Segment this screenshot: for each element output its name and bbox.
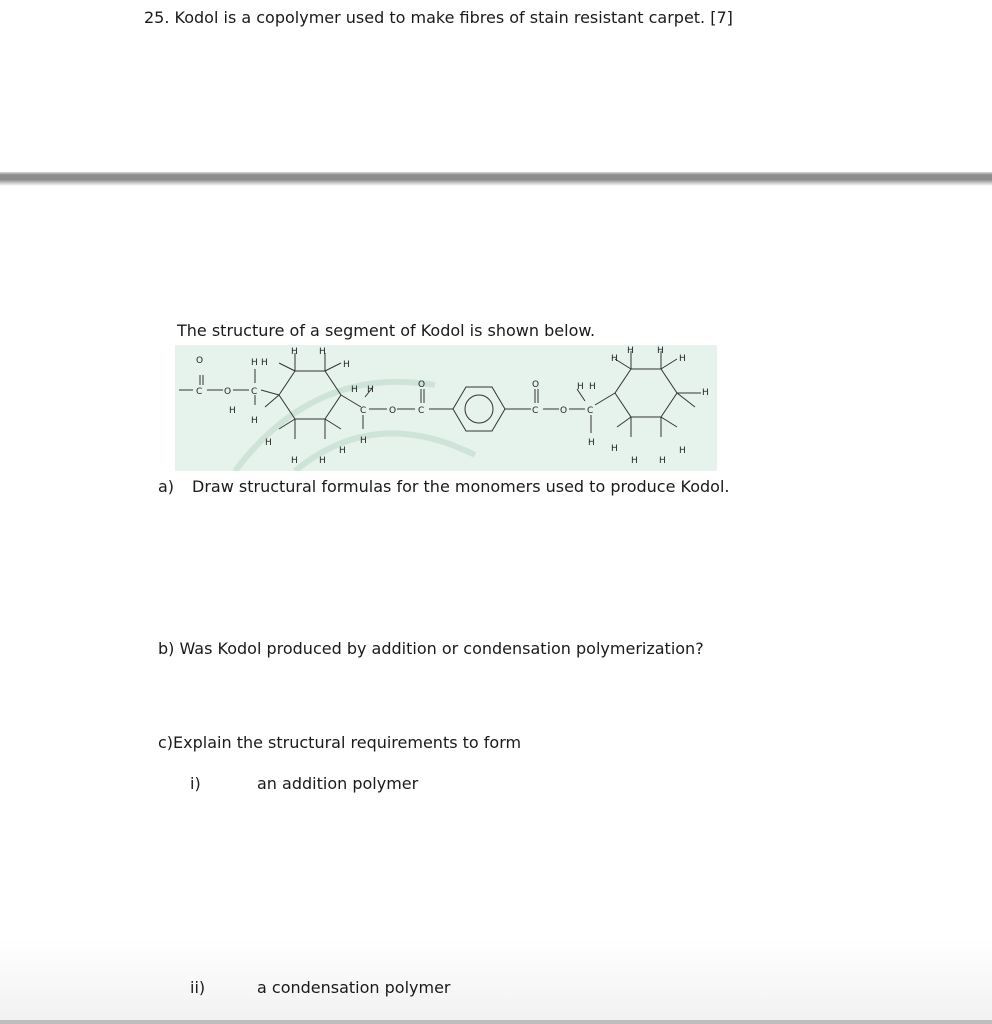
atom-label: C — [251, 387, 258, 397]
atom-label: H — [251, 416, 258, 426]
atom-label: H — [351, 385, 358, 395]
atom-label: H — [251, 358, 258, 368]
part-c-item-text: an addition polymer — [257, 774, 419, 793]
part-c-text: c)Explain the structural requirements to form — [158, 733, 522, 752]
atom-label: O — [532, 380, 540, 390]
part-c-item-label: ii) — [190, 978, 206, 997]
atom-label: H — [657, 346, 664, 356]
atom-label: O — [389, 406, 397, 416]
atom-label: H — [319, 347, 326, 357]
atom-label: H — [229, 406, 236, 416]
part-c-item-label: i) — [190, 774, 201, 793]
kodol-structure-diagram — [175, 345, 717, 471]
structure-intro: The structure of a segment of Kodol is shown below. — [177, 321, 596, 340]
atom-label: H — [265, 438, 272, 448]
part-a-label: a) — [158, 477, 175, 496]
atom-label: H — [702, 388, 709, 398]
page-bottom-edge — [0, 1020, 992, 1024]
part-b-text: b) Was Kodol produced by addition or condensation polymerization? — [158, 639, 704, 658]
atom-label: O — [224, 387, 232, 397]
atom-label: H — [679, 354, 686, 364]
atom-label: C — [587, 406, 594, 416]
atom-label: H — [339, 446, 346, 456]
atom-label: C — [418, 406, 425, 416]
part-a-text: Draw structural formulas for the monomers used to produce Kodol. — [192, 477, 730, 496]
question-header: 25. Kodol is a copolymer used to make fibres of stain resistant carpet. [7] — [144, 8, 733, 27]
atom-label: H — [611, 354, 618, 364]
atom-label: H — [589, 382, 596, 392]
atom-label: H — [343, 360, 350, 370]
atom-label: H — [291, 347, 298, 357]
atom-label: O — [418, 380, 426, 390]
atom-label: H — [261, 358, 268, 368]
atom-label: C — [532, 406, 539, 416]
atom-label: C — [360, 406, 367, 416]
atom-label: H — [631, 456, 638, 466]
atom-label: H — [360, 436, 367, 446]
atom-label: H — [679, 446, 686, 456]
atom-label: O — [196, 356, 204, 366]
atom-label: H — [659, 456, 666, 466]
atom-label: H — [319, 456, 326, 466]
page-divider — [0, 172, 992, 186]
atom-label: H — [577, 382, 584, 392]
atom-label: H — [627, 346, 634, 356]
atom-label: H — [367, 385, 374, 395]
atom-label: H — [291, 456, 298, 466]
page-bottom-shade — [0, 940, 992, 1024]
atom-label: H — [611, 444, 618, 454]
part-c-item-text: a condensation polymer — [257, 978, 451, 997]
atom-label: H — [588, 438, 595, 448]
atom-label: C — [196, 387, 203, 397]
atom-label: O — [560, 406, 568, 416]
